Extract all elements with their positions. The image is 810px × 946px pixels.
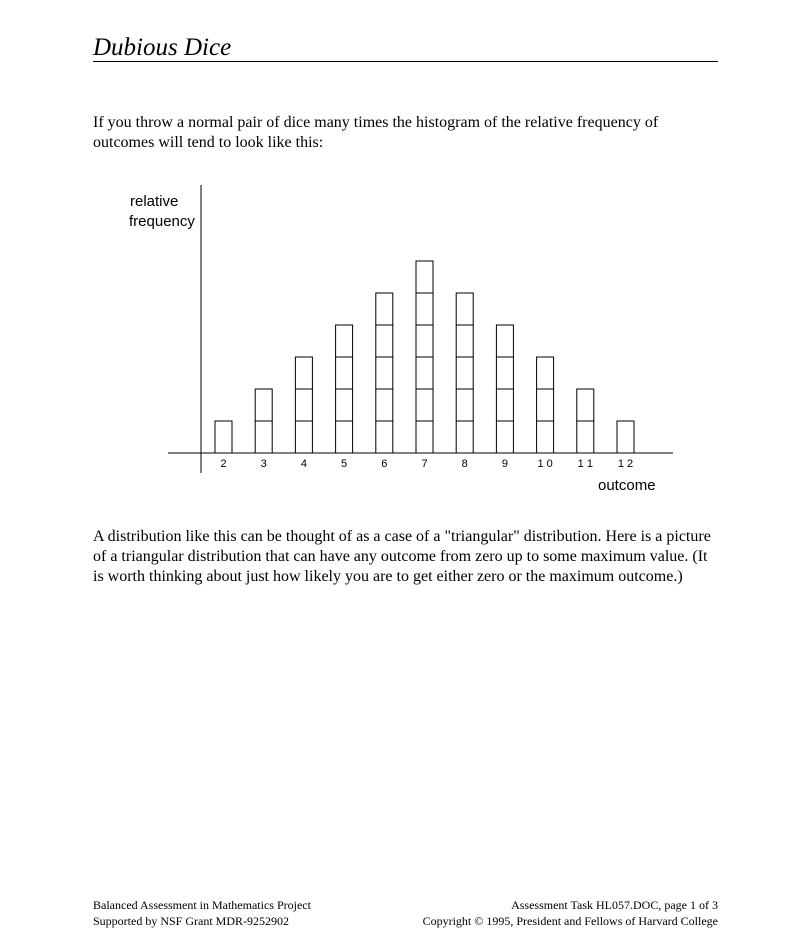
- tick-label-8: 8: [461, 458, 468, 470]
- footer-task: Assessment Task HL057.DOC, page 1 of 3: [511, 898, 718, 912]
- bar-6-unit-2: [376, 389, 393, 421]
- bar-12: [617, 421, 634, 453]
- tick-label-12: 1 2: [617, 458, 634, 470]
- x-axis-label: outcome: [598, 477, 656, 494]
- bar-6-unit-3: [376, 357, 393, 389]
- bar-8-unit-5: [456, 293, 473, 325]
- footer-copyright: Copyright © 1995, President and Fellows of Harvard College: [422, 914, 718, 928]
- bar-9: [496, 325, 513, 453]
- tick-label-5: 5: [341, 458, 348, 470]
- histogram-bars: [215, 261, 634, 453]
- bar-6: [376, 293, 393, 453]
- footer-right: [423, 897, 718, 929]
- bar-9-unit-3: [496, 357, 513, 389]
- bar-7-unit-1: [416, 421, 433, 453]
- footer-grant: Supported by NSF Grant MDR-9252902: [93, 914, 290, 928]
- bar-8-unit-4: [456, 325, 473, 357]
- bar-9-unit-2: [496, 389, 513, 421]
- bar-10-unit-1: [537, 421, 554, 453]
- bar-4: [295, 357, 312, 453]
- tick-label-7: 7: [421, 458, 428, 470]
- intro-paragraph: If you throw a normal pair of dice many times the histogram of the relative frequency of outcomes will tend to look like this:: [93, 114, 659, 151]
- page-title: Dubious Dice: [93, 34, 718, 62]
- bar-5-unit-4: [336, 325, 353, 357]
- bar-7-unit-2: [416, 389, 433, 421]
- tick-labels: [220, 458, 633, 470]
- bar-11: [577, 389, 594, 453]
- bar-2: [215, 421, 232, 453]
- bar-3: [255, 389, 272, 453]
- bar-4-unit-3: [295, 357, 312, 389]
- bar-9-unit-4: [496, 325, 513, 357]
- bar-6-unit-1: [376, 421, 393, 453]
- bar-9-unit-1: [496, 421, 513, 453]
- y-axis-label-line1: relative: [130, 193, 179, 210]
- bar-3-unit-2: [255, 389, 272, 421]
- bar-10: [537, 357, 554, 453]
- bar-11-unit-2: [577, 389, 594, 421]
- bar-7: [416, 261, 433, 453]
- bar-7-unit-5: [416, 293, 433, 325]
- bar-7-unit-6: [416, 261, 433, 293]
- bar-8-unit-3: [456, 357, 473, 389]
- bar-3-unit-1: [255, 421, 272, 453]
- bar-10-unit-2: [537, 389, 554, 421]
- bar-8-unit-2: [456, 389, 473, 421]
- bar-6-unit-4: [376, 325, 393, 357]
- bar-4-unit-1: [295, 421, 312, 453]
- tick-label-9: 9: [501, 458, 508, 470]
- bar-7-unit-3: [416, 357, 433, 389]
- bar-5-unit-1: [336, 421, 353, 453]
- tick-label-10: 1 0: [537, 458, 553, 470]
- body-paragraph: A distribution like this can be thought of as a case of a "triangular" distribution. Here is a picture of a triangular distribution that can have any outcome from zero up to some maximum value. (It is worth thinking about just how likely you are to get either zero or the maximum outcome.): [93, 528, 711, 585]
- bar-8: [456, 293, 473, 453]
- bar-8-unit-1: [456, 421, 473, 453]
- tick-label-3: 3: [260, 458, 267, 470]
- bar-4-unit-2: [295, 389, 312, 421]
- bar-7-unit-4: [416, 325, 433, 357]
- bar-5-unit-3: [336, 357, 353, 389]
- bar-12-unit-1: [617, 421, 634, 453]
- bar-6-unit-5: [376, 293, 393, 325]
- tick-label-11: 1 1: [577, 458, 593, 470]
- footer-left: [93, 897, 311, 929]
- bar-5-unit-2: [336, 389, 353, 421]
- footer-project: Balanced Assessment in Mathematics Project: [93, 898, 311, 912]
- tick-label-2: 2: [220, 458, 227, 470]
- tick-label-6: 6: [381, 458, 388, 470]
- bar-11-unit-1: [577, 421, 594, 453]
- bar-10-unit-3: [537, 357, 554, 389]
- bar-5: [336, 325, 353, 453]
- tick-label-4: 4: [300, 458, 307, 470]
- y-axis-label-line2: frequency: [129, 213, 195, 230]
- bar-2-unit-1: [215, 421, 232, 453]
